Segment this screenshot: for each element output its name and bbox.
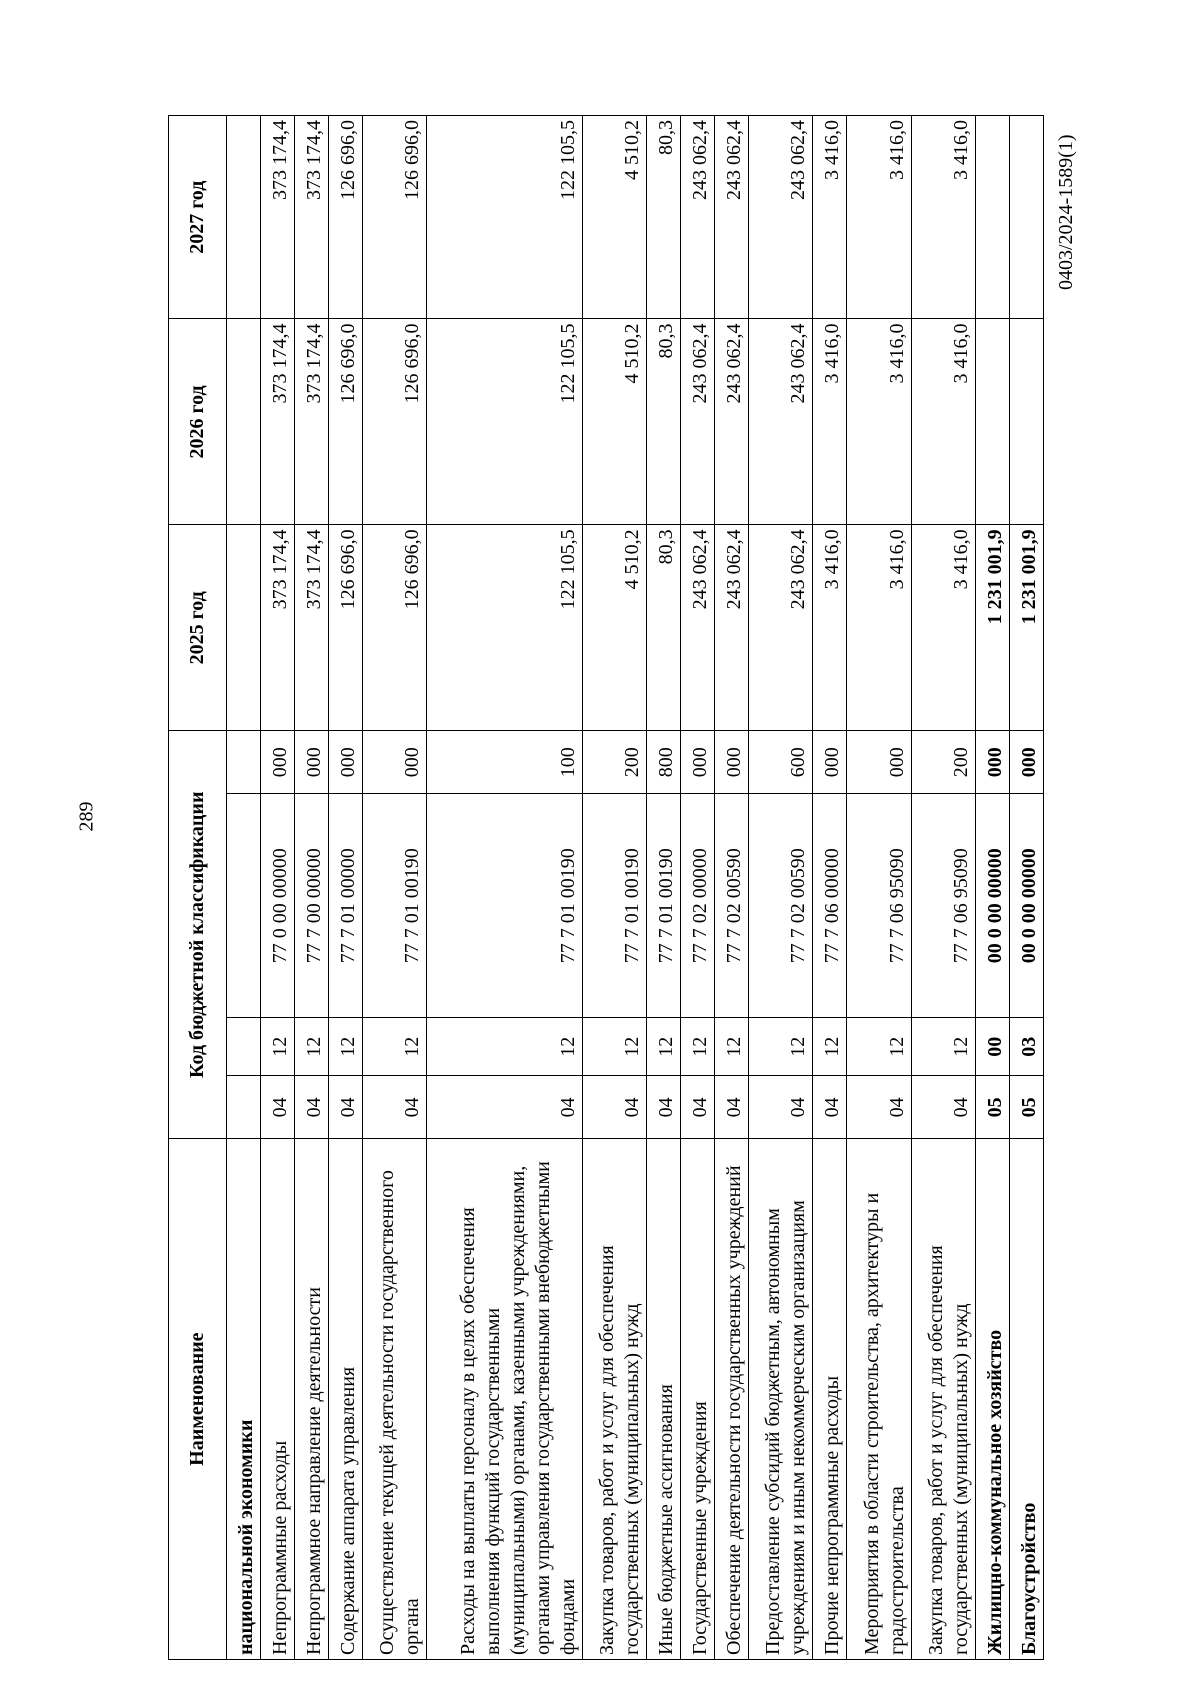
row-expense-type: 100 <box>427 731 582 794</box>
table-row <box>813 116 847 1660</box>
table-row <box>260 116 294 1660</box>
page-number: 289 <box>75 801 98 832</box>
row-value-2027 <box>227 116 261 319</box>
row-expense-type: 000 <box>680 731 714 794</box>
row-subsection: 12 <box>427 1018 582 1076</box>
header-2027: 2027 год <box>169 116 227 319</box>
row-value-2026: 126 696,0 <box>362 319 426 525</box>
row-value-2025: 243 062,4 <box>714 525 748 731</box>
row-value-2026: 243 062,4 <box>714 319 748 525</box>
row-value-2027: 126 696,0 <box>362 116 426 319</box>
row-section: 05 <box>1009 1076 1043 1139</box>
row-target-article: 77 7 01 00000 <box>328 794 362 1018</box>
budget-table <box>168 115 1044 1660</box>
row-subsection: 12 <box>646 1018 680 1076</box>
row-target-article: 77 7 02 00000 <box>680 794 714 1018</box>
header-2026: 2026 год <box>169 319 227 525</box>
row-name: национальной экономики <box>227 1139 261 1660</box>
row-expense-type: 000 <box>847 731 911 794</box>
row-value-2027: 122 105,5 <box>427 116 582 319</box>
row-name: Жилищно-коммунальное хозяйство <box>975 1139 1009 1660</box>
row-expense-type: 800 <box>646 731 680 794</box>
row-value-2027: 4 510,2 <box>582 116 646 319</box>
row-expense-type <box>227 731 261 794</box>
row-target-article: 77 7 06 95090 <box>911 794 975 1018</box>
table-row <box>975 116 1009 1660</box>
row-value-2027: 3 416,0 <box>813 116 847 319</box>
budget-table-rotated <box>168 115 1044 1660</box>
table-row <box>680 116 714 1660</box>
row-subsection: 12 <box>813 1018 847 1076</box>
row-name: Расходы на выплаты персоналу в целях обеспечения выполнения функций государственными (муниципальными) органами, казенными учреждениями, органами управления государственными внебюджетными фондами <box>427 1139 582 1660</box>
row-name: Мероприятия в области строительства, архитектуры и градостроительства <box>847 1139 911 1660</box>
document-code: 0403/2024-1589(1) <box>1055 134 1077 290</box>
row-name: Предоставление субсидий бюджетным, автономным учреждениям и иным некоммерческим организациям <box>748 1139 812 1660</box>
row-target-article: 77 7 00 00000 <box>294 794 328 1018</box>
row-value-2025 <box>227 525 261 731</box>
row-section: 04 <box>427 1076 582 1139</box>
table-row <box>227 116 261 1660</box>
row-value-2027: 3 416,0 <box>847 116 911 319</box>
row-section: 04 <box>714 1076 748 1139</box>
row-target-article: 77 7 01 00190 <box>362 794 426 1018</box>
row-value-2026: 243 062,4 <box>680 319 714 525</box>
row-target-article: 77 7 01 00190 <box>646 794 680 1018</box>
row-section: 05 <box>975 1076 1009 1139</box>
header-row <box>169 116 227 1660</box>
row-value-2026: 3 416,0 <box>847 319 911 525</box>
row-section: 04 <box>294 1076 328 1139</box>
row-value-2026: 80,3 <box>646 319 680 525</box>
row-value-2027: 243 062,4 <box>680 116 714 319</box>
row-section: 04 <box>680 1076 714 1139</box>
row-subsection: 12 <box>847 1018 911 1076</box>
row-target-article: 77 7 06 00000 <box>813 794 847 1018</box>
row-value-2026 <box>227 319 261 525</box>
row-target-article: 77 7 02 00590 <box>714 794 748 1018</box>
row-value-2025: 373 174,4 <box>294 525 328 731</box>
row-value-2026 <box>1009 319 1043 525</box>
row-value-2027: 80,3 <box>646 116 680 319</box>
table-row <box>362 116 426 1660</box>
row-section: 04 <box>582 1076 646 1139</box>
row-subsection: 03 <box>1009 1018 1043 1076</box>
row-expense-type: 000 <box>714 731 748 794</box>
row-expense-type: 600 <box>748 731 812 794</box>
row-value-2026: 3 416,0 <box>813 319 847 525</box>
row-value-2027: 243 062,4 <box>714 116 748 319</box>
row-expense-type: 200 <box>911 731 975 794</box>
row-name: Иные бюджетные ассигнования <box>646 1139 680 1660</box>
row-subsection: 12 <box>680 1018 714 1076</box>
table-row <box>748 116 812 1660</box>
row-subsection: 12 <box>911 1018 975 1076</box>
row-subsection: 12 <box>260 1018 294 1076</box>
row-value-2025: 3 416,0 <box>813 525 847 731</box>
row-value-2025: 126 696,0 <box>362 525 426 731</box>
row-value-2027 <box>975 116 1009 319</box>
row-section: 04 <box>646 1076 680 1139</box>
row-target-article: 00 0 00 00000 <box>1009 794 1043 1018</box>
row-value-2027: 373 174,4 <box>294 116 328 319</box>
table-row <box>427 116 582 1660</box>
row-value-2027: 243 062,4 <box>748 116 812 319</box>
table-row <box>714 116 748 1660</box>
row-value-2025: 373 174,4 <box>260 525 294 731</box>
table-row <box>328 116 362 1660</box>
table-body <box>227 116 1044 1660</box>
row-target-article <box>227 794 261 1018</box>
row-value-2026: 243 062,4 <box>748 319 812 525</box>
row-section: 04 <box>911 1076 975 1139</box>
row-value-2025: 3 416,0 <box>911 525 975 731</box>
header-code-group: Код бюджетной классификации <box>169 731 227 1139</box>
row-value-2027 <box>1009 116 1043 319</box>
header-2025: 2025 год <box>169 525 227 731</box>
row-value-2027: 126 696,0 <box>328 116 362 319</box>
row-target-article: 77 0 00 00000 <box>260 794 294 1018</box>
row-expense-type: 000 <box>975 731 1009 794</box>
row-expense-type: 000 <box>1009 731 1043 794</box>
row-subsection <box>227 1018 261 1076</box>
row-expense-type: 000 <box>362 731 426 794</box>
row-expense-type: 000 <box>328 731 362 794</box>
row-value-2025: 122 105,5 <box>427 525 582 731</box>
row-target-article: 77 7 01 00190 <box>427 794 582 1018</box>
row-value-2025: 243 062,4 <box>748 525 812 731</box>
row-section <box>227 1076 261 1139</box>
row-value-2026: 4 510,2 <box>582 319 646 525</box>
row-section: 04 <box>813 1076 847 1139</box>
row-target-article: 00 0 00 00000 <box>975 794 1009 1018</box>
row-name: Осуществление текущей деятельности государственного органа <box>362 1139 426 1660</box>
row-section: 04 <box>748 1076 812 1139</box>
row-subsection: 12 <box>748 1018 812 1076</box>
row-subsection: 12 <box>294 1018 328 1076</box>
row-name: Непрограммные расходы <box>260 1139 294 1660</box>
row-value-2025: 1 231 001,9 <box>1009 525 1043 731</box>
row-value-2025: 126 696,0 <box>328 525 362 731</box>
row-expense-type: 200 <box>582 731 646 794</box>
row-expense-type: 000 <box>294 731 328 794</box>
row-name: Содержание аппарата управления <box>328 1139 362 1660</box>
table-row <box>911 116 975 1660</box>
row-target-article: 77 7 01 00190 <box>582 794 646 1018</box>
row-value-2025: 4 510,2 <box>582 525 646 731</box>
row-section: 04 <box>260 1076 294 1139</box>
row-section: 04 <box>328 1076 362 1139</box>
row-value-2026: 3 416,0 <box>911 319 975 525</box>
table-row <box>294 116 328 1660</box>
row-subsection: 00 <box>975 1018 1009 1076</box>
row-name: Закупка товаров, работ и услуг для обеспечения государственных (муниципальных) нужд <box>911 1139 975 1660</box>
row-name: Благоустройство <box>1009 1139 1043 1660</box>
row-target-article: 77 7 06 95090 <box>847 794 911 1018</box>
table-row <box>582 116 646 1660</box>
table-row <box>1009 116 1043 1660</box>
row-name: Государственные учреждения <box>680 1139 714 1660</box>
row-value-2026: 126 696,0 <box>328 319 362 525</box>
row-name: Прочие непрограммные расходы <box>813 1139 847 1660</box>
row-name: Закупка товаров, работ и услуг для обеспечения государственных (муниципальных) нужд <box>582 1139 646 1660</box>
row-subsection: 12 <box>328 1018 362 1076</box>
row-section: 04 <box>362 1076 426 1139</box>
row-value-2025: 80,3 <box>646 525 680 731</box>
row-section: 04 <box>847 1076 911 1139</box>
header-name: Наименование <box>169 1139 227 1660</box>
row-name: Непрограммное направление деятельности <box>294 1139 328 1660</box>
row-subsection: 12 <box>582 1018 646 1076</box>
table-row <box>646 116 680 1660</box>
row-value-2027: 373 174,4 <box>260 116 294 319</box>
row-value-2026: 122 105,5 <box>427 319 582 525</box>
row-value-2025: 243 062,4 <box>680 525 714 731</box>
row-value-2027: 3 416,0 <box>911 116 975 319</box>
row-expense-type: 000 <box>260 731 294 794</box>
row-target-article: 77 7 02 00590 <box>748 794 812 1018</box>
row-value-2026: 373 174,4 <box>260 319 294 525</box>
table-row <box>847 116 911 1660</box>
row-value-2026 <box>975 319 1009 525</box>
row-value-2025: 1 231 001,9 <box>975 525 1009 731</box>
row-value-2026: 373 174,4 <box>294 319 328 525</box>
row-subsection: 12 <box>362 1018 426 1076</box>
row-subsection: 12 <box>714 1018 748 1076</box>
row-expense-type: 000 <box>813 731 847 794</box>
row-value-2025: 3 416,0 <box>847 525 911 731</box>
row-name: Обеспечение деятельности государственных учреждений <box>714 1139 748 1660</box>
